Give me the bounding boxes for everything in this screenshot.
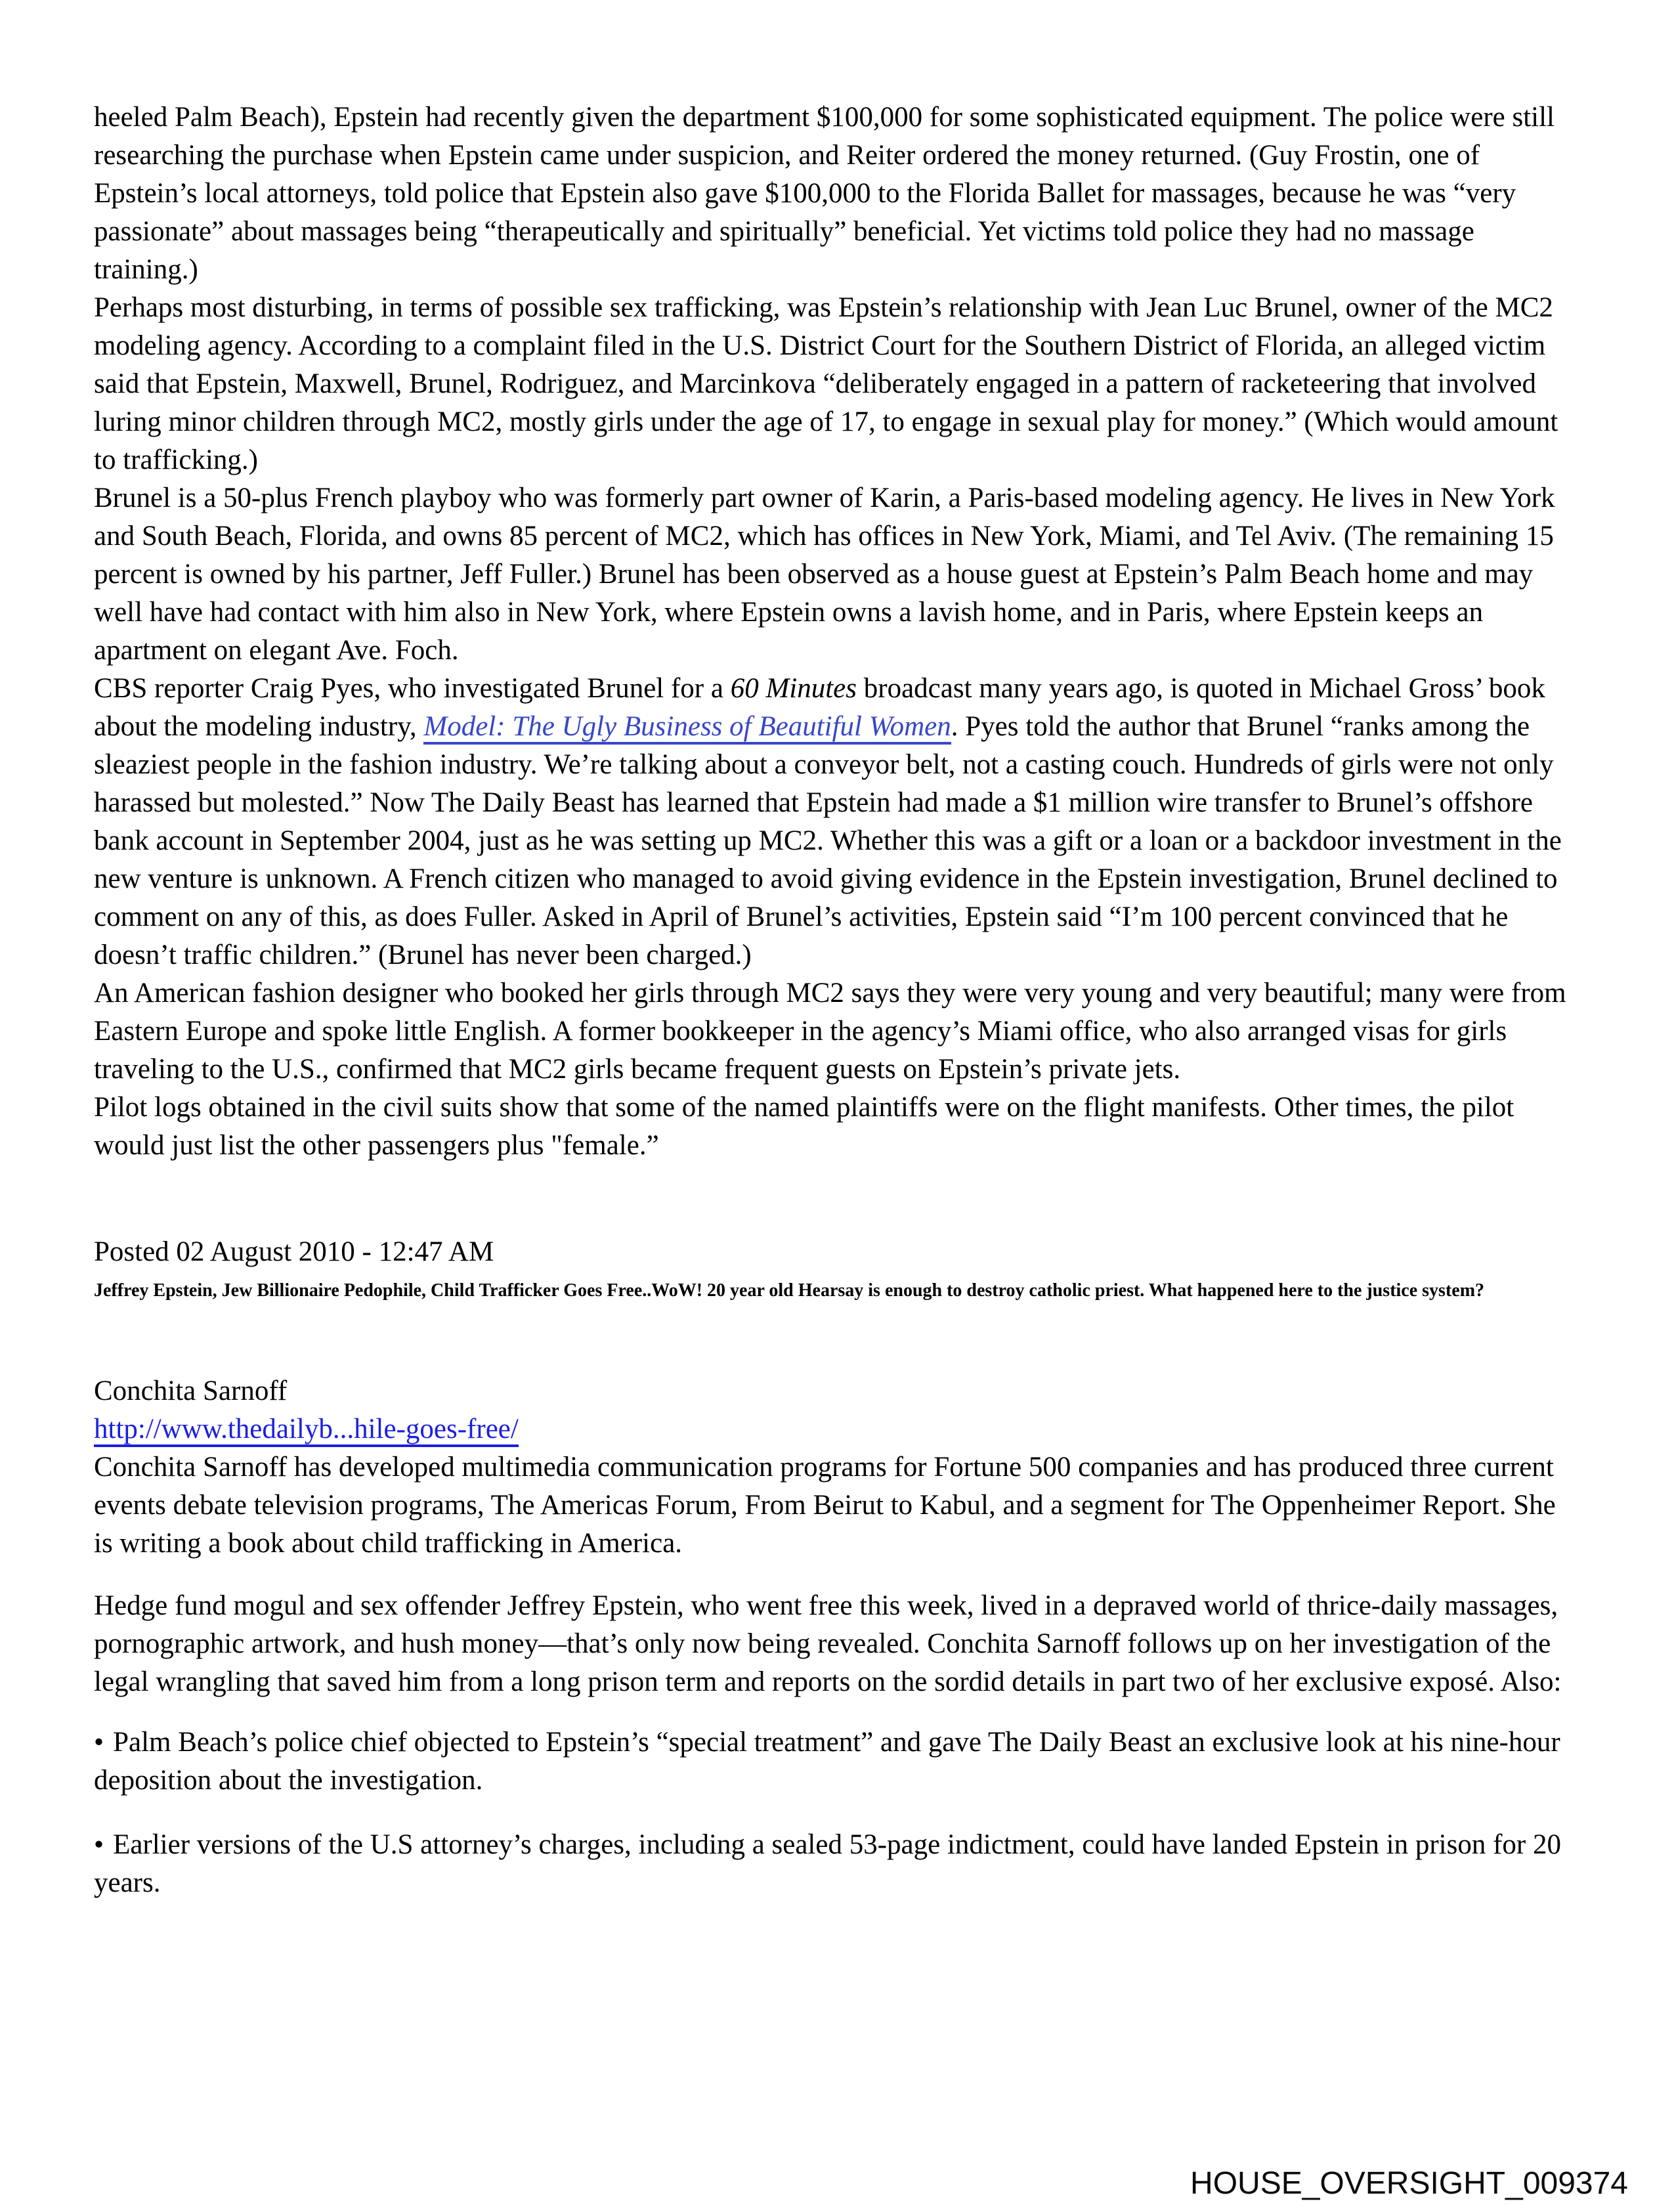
- text-run: An American fashion designer who booked her girls through MC2 says they were very young and very beautiful; many were from Eastern Europe and spoke little English. A former bookkeeper in the agency’s Miami office, who also arranged visas for girls traveling to the U.S., confirmed that MC2 girls became frequent guests on Epstein’s private jets.: [94, 978, 1566, 1085]
- article-paragraph: [94, 479, 1570, 670]
- article-paragraph: [94, 98, 1570, 289]
- italic-title-text: 60 Minutes: [730, 673, 857, 704]
- text-run: . Pyes told the author that Brunel “ranks among the sleaziest people in the fashion industry. We’re talking about a conveyor belt, not a casting couch. Hundreds of girls were not only harassed but molested.” Now The Daily Beast has learned that Epstein had made a $1 million wire transfer to Brunel’s offshore bank account in September 2004, just as he was setting up MC2. Whether this was a gift or a loan or a backdoor investment in the new venture is unknown. A French citizen who managed to avoid giving evidence in the Epstein investigation, Brunel declined to comment on any of this, as does Fuller. Asked in April of Brunel’s activities, Epstein said “I’m 100 percent convinced that he doesn’t traffic children.” (Brunel has never been charged.): [94, 711, 1562, 970]
- bullet-icon: •: [94, 1829, 104, 1860]
- post-subject-line: Jeffrey Epstein, Jew Billionaire Pedophile, Child Trafficker Goes Free..WoW! 20 year old Hearsay is enough to destroy catholic priest. What happened here to the justice system?: [94, 1280, 1485, 1301]
- bullet-text: Palm Beach’s police chief objected to Epstein’s “special treatment” and gave The Daily Beast an exclusive look at his nine-hour deposition about the investigation.: [94, 1727, 1560, 1796]
- text-run: Perhaps most disturbing, in terms of possible sex trafficking, was Epstein’s relationship with Jean Luc Brunel, owner of the MC2 modeling agency. According to a complaint filed in the U.S. District Court for the Southern District of Florida, an alleged victim said that Epstein, Maxwell, Brunel, Rodriguez, and Marcinkova “deliberately engaged in a pattern of racketeering that involved luring minor children through MC2, mostly girls under the age of 17, to engage in sexual play for money.” (Which would amount to trafficking.): [94, 292, 1558, 475]
- text-run: broadcast many years ago, is quoted in Michael Gross’ book about the modeling industry,: [94, 673, 1545, 742]
- teaser-lead: Hedge fund mogul and sex offender Jeffrey Epstein, who went free this week, lived in a depraved world of thrice-daily massages, pornographic artwork, and hush money—that’s only now being revealed. Conchita Sarnoff follows up on her investigation of the legal wrangling that saved him from a long prison term and reports on the sordid details in part two of her exclusive exposé. Also:: [94, 1590, 1562, 1697]
- article-paragraph: [94, 1089, 1570, 1165]
- article-url-link[interactable]: http://www.thedailyb...hile-goes-free/: [94, 1414, 519, 1447]
- article-paragraph: [94, 974, 1570, 1089]
- text-run: Pilot logs obtained in the civil suits show that some of the named plaintiffs were on the flight manifests. Other times, the pilot would just list the other passengers plus "female.”: [94, 1092, 1514, 1161]
- bullet-item: [94, 1724, 1570, 1800]
- article-paragraph: [94, 670, 1570, 974]
- bullet-item: [94, 1826, 1570, 1902]
- article-body: [94, 98, 1570, 1165]
- article-paragraph: [94, 289, 1570, 479]
- article-url-line: [94, 1410, 1570, 1448]
- author-bio: Conchita Sarnoff has developed multimedia communication programs for Fortune 500 companies and has produced three current events debate television programs, The Americas Forum, From Beirut to Kabul, and a segment for The Oppenheimer Report. She is writing a book about child trafficking in America.: [94, 1452, 1556, 1559]
- author-name: Conchita Sarnoff: [94, 1376, 288, 1406]
- book-title-link[interactable]: Model: The Ugly Business of Beautiful Women: [423, 711, 951, 745]
- text-run: CBS reporter Craig Pyes, who investigated Brunel for a: [94, 673, 731, 704]
- bullet-text: Earlier versions of the U.S attorney’s charges, including a sealed 53-page indictment, could have landed Epstein in prison for 20 years.: [94, 1829, 1561, 1898]
- text-run: Brunel is a 50-plus French playboy who was formerly part owner of Karin, a Paris-based modeling agency. He lives in New York and South Beach, Florida, and owns 85 percent of MC2, which has offices in New York, Miami, and Tel Aviv. (The remaining 15 percent is owned by his partner, Jeff Fuller.) Brunel has been observed as a house guest at Epstein’s Palm Beach home and may well have had contact with him also in New York, where Epstein owns a lavish home, and in Paris, where Epstein keeps an apartment on elegant Ave. Foch.: [94, 483, 1555, 666]
- bullet-icon: •: [94, 1727, 104, 1758]
- bates-number: HOUSE_OVERSIGHT_009374: [1190, 2166, 1628, 2201]
- text-run: heeled Palm Beach), Epstein had recently given the department $100,000 for some sophisticated equipment. The police were still researching the purchase when Epstein came under suspicion, and Reiter ordered the money returned. (Guy Frostin, one of Epstein’s local attorneys, told police that Epstein also gave $100,000 to the Florida Ballet for massages, because he was “very passionate” about massages being “therapeutically and spiritually” beneficial. Yet victims told police they had no massage training.): [94, 102, 1555, 285]
- post-timestamp: Posted 02 August 2010 - 12:47 AM: [94, 1236, 494, 1267]
